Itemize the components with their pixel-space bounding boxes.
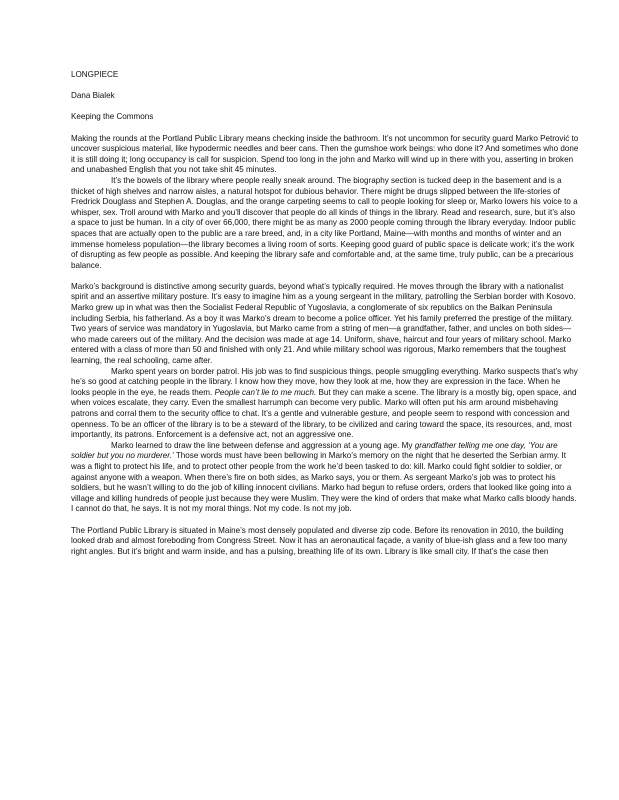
paragraph-6: The Portland Public Library is situated in Maine’s most densely populated and diverse zip code. Before its renovation in 2010, the building looked drab and almost foreboding from Congress Street. Now it has an aeronautical façade, a vanity of blue-ish glass and a few too many right angles. But it’s bright and warm inside, and has a pulsing, breathing life of its own. Library is like small city. If that’s the case then (71, 525, 568, 556)
paragraph-1: Making the rounds at the Portland Public Library means checking inside the bathroom. It’s not uncommon for security guard Marko Petrović to uncover suspicious material, like hypodermic needles and beer cans. Then the gumshoe work beings: who done it? And sometimes who done it is still doing it; long occupancy is call for suspicion. Spend too long in the john and Marko will wind up in there with you, asserting in broken and unabashed English that you not take shit 45 minutes. (71, 133, 579, 175)
article-title: Keeping the Commons (71, 112, 154, 122)
paragraph-gap (71, 271, 579, 282)
paragraph-4-text-a: Marko spent years on border patrol. His job was to find suspicious things, people smuggling everything. Marko suspects that’s why he’s so good at catching people in the library. I know how they move, how they look at me, how they are expression in the face. When he looks people in the eye, he reads them. (71, 366, 578, 397)
paragraph-4 (71, 367, 579, 441)
paragraph-4-text-c: But they can make a scene. The library is a mostly big, open space, and when voices escalate, they carry. Even the smallest harrumph can become very public. Marko will often put his arm around misbehaving patrons and corral them to the security office to chat. It’s a gentle and vulnerable gesture, and people seem to respond with concession and openness. To be an officer of the library is to be a steward of the library, to be civilized and caring toward the space, its resources, and, most importantly, its patrons. Enforcement is a defensive act, not an aggressive one. (71, 387, 577, 440)
paragraph-4-quote: People can’t lie to me much. (214, 387, 317, 397)
author-name: Dana Bialek (71, 91, 115, 101)
paragraph-gap (71, 515, 579, 526)
document-label: LONGPIECE (71, 70, 119, 79)
paragraph-2: It’s the bowels of the library where people really sneak around. The biography section is tucked deep in the basement and is a thicket of high shelves and narrow aisles, a natural hotspot for dubious behavior. There might be drugs slipped between the life-stories of Fredrick Douglass and Stephen A. Douglas, and the orange carpeting seems to call to people looking for sleep or, Marko lowers his voice to a whisper, sex. Troll around with Marko and you’ll discover that people do all kinds of things in the library. Read and research, sure, but it’s also a space to just be human. In a city of over 66,000, there might be as many as 2000 people coming through the library everyday. Indoor public spaces that are actually open to the public are a rare breed, and, in a city like Portland, Maine—with months and months of winter and an immense homeless population—the library becomes a living room of sorts. Keeping good guard of public space is delicate work; it’s the work of disrupting as few people as possible. And keeping the library safe and comfortable and, at the same time, truly public, can be a precarious balance. (71, 175, 578, 270)
paragraph-3: Marko’s background is distinctive among security guards, beyond what’s typically required. He moves through the library with a nationalist spirit and an assertive military posture. It’s easy to imagine him as a young sergeant in the military, patrolling the Serbian border with Kosovo. Marko grew up in what was then the Socialist Federal Republic of Yugoslavia, a conglomerate of six republics on the Balkan Peninsula including Serbia, his fatherland. As a boy it was Marko’s dream to become a police officer. Yet his family preferred the prestige of the military. Two years of service was mandatory in Yugoslavia, but Marko came from a string of men—a grandfather, father, and uncles on both sides—who made careers out of the military. And the decision was made at age 14. Uniform, shave, haircut and four years of military school. Marko entered with a class of more than 50 and finished with only 21. And while military school was rigorous, Marko remembers that the toughest learning, the real schooling, came after. (71, 281, 576, 366)
paragraph-5-quote: grandfather telling me one day, ‘You are soldier but you no murderer.’ (71, 440, 558, 461)
paragraph-5-text-a: Marko learned to draw the line between defense and aggression at a young age. My (111, 440, 415, 450)
paragraph-5-text-c: Those words must have been bellowing in Marko’s memory on the night that he deserted the Serbian army. It was a flight to protect his life, and to protect other people from the work he’d been tasked to do: kill. Marko could fight soldier to soldier, or against anyone with a weapon. When there’s fire on both sides, as Marko says, you or them. As sergeant Marko’s job was to protect his soldiers, but he wasn’t willing to do the job of killing innocent civilians. Marko had begun to refuse orders, orders that looked like going into a village and killing hundreds of people just because they were Muslim. They were the kind of orders that make what Marko calls bloody hands. I cannot do that, he says. It is not my moral things. Not my code. Is not my job. (71, 451, 577, 514)
paragraph-5 (71, 441, 579, 515)
